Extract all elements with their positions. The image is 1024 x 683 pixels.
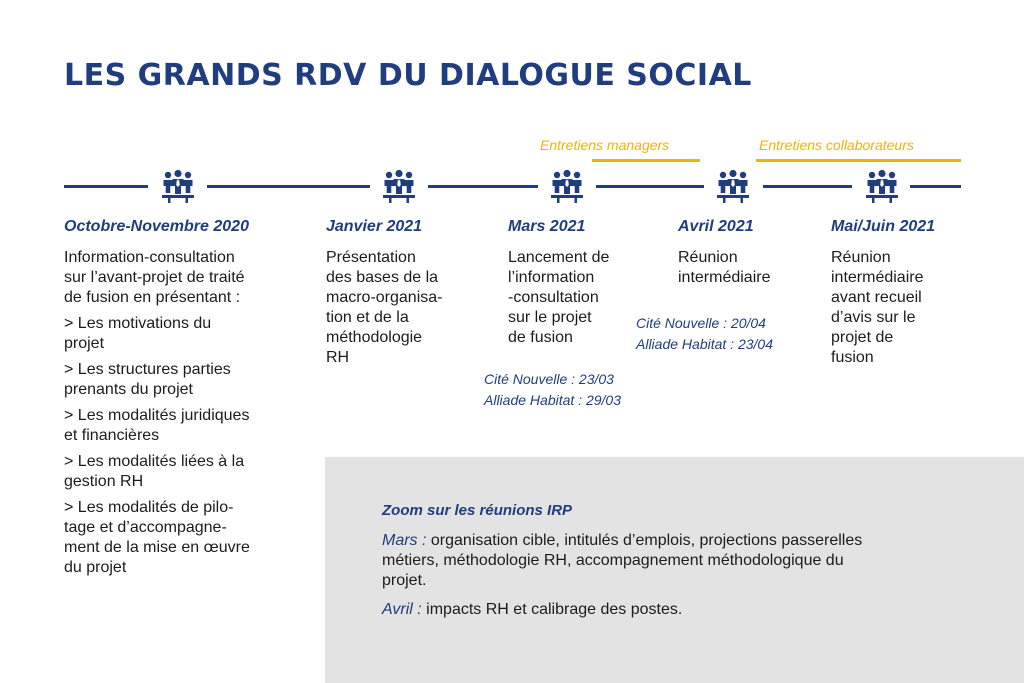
milestone-date: Octobre-Novembre 2020: [64, 218, 249, 235]
milestone-description: [678, 248, 818, 288]
desc-line: macro-organisa-: [326, 289, 443, 306]
people-group-icon: [715, 168, 751, 204]
desc-line: des bases de la: [326, 269, 439, 286]
desc-line: -consultation: [508, 289, 599, 306]
track-bar-managers: [592, 159, 700, 162]
desc-line: tage et d’accompagne-: [64, 519, 227, 536]
people-group-icon: [864, 168, 900, 204]
desc-line: de fusion: [508, 329, 573, 346]
milestone-description: [508, 248, 648, 348]
desc-line: l’information: [508, 269, 595, 286]
desc-line: prenants du projet: [64, 381, 193, 398]
desc-line: > Les modalités liées à la: [64, 453, 245, 470]
zoom-mars-label: Mars :: [382, 532, 427, 549]
desc-line: > Les motivations du: [64, 315, 212, 332]
zoom-mars-paragraph: [382, 531, 982, 591]
desc-line: ment de la mise en œuvre: [64, 539, 250, 556]
timeline-segment: [763, 185, 852, 188]
note-line: Cité Nouvelle : 23/03: [484, 371, 614, 387]
note-line: Alliade Habitat : 29/03: [484, 392, 621, 408]
track-bar-collaborateurs: [756, 159, 961, 162]
zoom-avril-label: Avril :: [382, 601, 422, 618]
track-label-managers: Entretiens managers: [540, 137, 670, 153]
desc-line: Réunion: [678, 249, 738, 266]
desc-line: RH: [326, 349, 350, 366]
track-label-collaborateurs: Entretiens collaborateurs: [759, 137, 914, 153]
desc-line: Lancement de: [508, 249, 610, 266]
desc-line: projet de: [831, 329, 894, 346]
desc-line: sur l’avant-projet de traité: [64, 269, 245, 286]
desc-line: > Les modalités de pilo-: [64, 499, 234, 516]
desc-line: Présentation: [326, 249, 416, 266]
desc-line: de fusion en présentant :: [64, 289, 241, 306]
zoom-line: organisation cible, intitulés d’emplois, projections passerelles: [430, 532, 863, 549]
timeline-segment: [910, 185, 961, 188]
timeline-segment: [428, 185, 538, 188]
desc-line: du projet: [64, 559, 127, 576]
timeline-segment: [207, 185, 370, 188]
desc-line: tion et de la: [326, 309, 409, 326]
zoom-title: Zoom sur les réunions IRP: [382, 502, 573, 519]
desc-line: avant recueil: [831, 289, 922, 306]
bullet-item: [64, 498, 304, 578]
desc-line: Information-consultation: [64, 249, 235, 266]
timeline-segment: [596, 185, 704, 188]
zoom-line: projet.: [382, 572, 427, 589]
desc-line: fusion: [831, 349, 874, 366]
zoom-avril-paragraph: [382, 600, 982, 620]
bullet-item: [64, 406, 304, 446]
desc-line: intermédiaire: [678, 269, 771, 286]
meeting-dates-note: [636, 313, 773, 355]
milestone-date: Mars 2021: [508, 218, 586, 235]
milestone-description: [831, 248, 971, 368]
milestone-date: Janvier 2021: [326, 218, 423, 235]
timeline-segment: [64, 185, 148, 188]
desc-line: projet: [64, 335, 105, 352]
milestone-date: Mai/Juin 2021: [831, 218, 936, 235]
note-line: Cité Nouvelle : 20/04: [636, 315, 766, 331]
zoom-line: métiers, méthodologie RH, accompagnement méthodologique du: [382, 552, 844, 569]
milestone-description: [326, 248, 476, 368]
zoom-line: impacts RH et calibrage des postes.: [426, 601, 683, 618]
note-line: Alliade Habitat : 23/04: [636, 336, 773, 352]
desc-line: d’avis sur le: [831, 309, 916, 326]
people-group-icon: [549, 168, 585, 204]
people-group-icon: [160, 168, 196, 204]
meeting-dates-note: [484, 369, 621, 411]
people-group-icon: [381, 168, 417, 204]
milestone-description: [64, 248, 304, 578]
desc-line: méthodologie: [326, 329, 423, 346]
desc-line: intermédiaire: [831, 269, 924, 286]
bullet-item: [64, 314, 304, 354]
desc-line: et financières: [64, 427, 160, 444]
page-title: LES GRANDS RDV DU DIALOGUE SOCIAL: [64, 58, 752, 93]
desc-line: sur le projet: [508, 309, 592, 326]
desc-line: Réunion: [831, 249, 891, 266]
desc-line: > Les modalités juridiques: [64, 407, 250, 424]
bullet-item: [64, 360, 304, 400]
desc-line: > Les structures parties: [64, 361, 231, 378]
milestone-date: Avril 2021: [678, 218, 754, 235]
bullet-item: [64, 452, 304, 492]
desc-line: gestion RH: [64, 473, 144, 490]
